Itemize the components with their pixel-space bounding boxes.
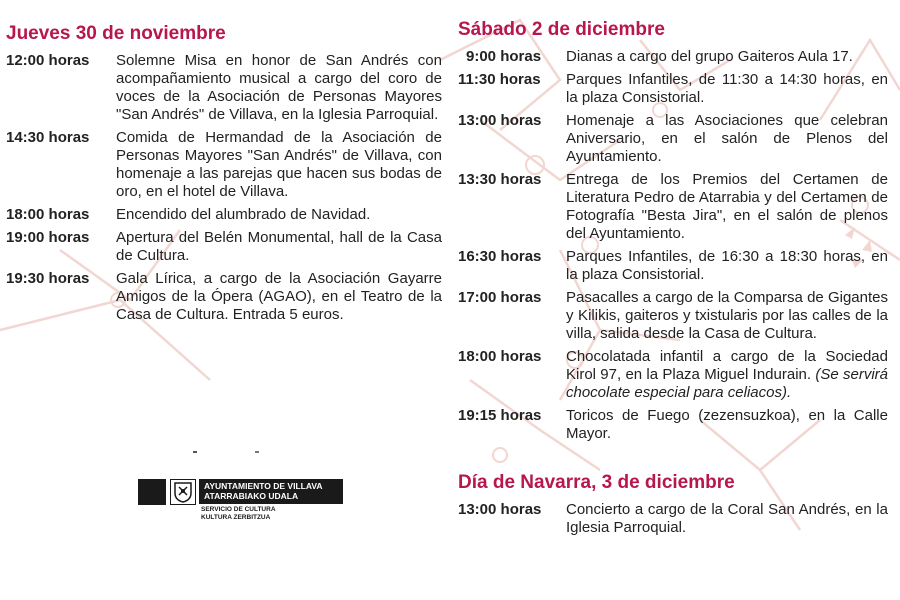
event-time: 16:30 horas bbox=[458, 248, 542, 265]
logo-title-bar bbox=[199, 479, 343, 504]
event-time: 14:30 horas bbox=[6, 129, 90, 146]
event-time: 9:00 horas bbox=[466, 48, 542, 65]
event-description bbox=[566, 112, 888, 166]
event-row bbox=[458, 407, 888, 443]
event-time: 18:00 horas bbox=[6, 206, 90, 223]
event-text: Gala Lírica, a cargo de la Asociación Gayarre Amigos de la Ópera (AGAO), en el Teatro de la Casa de Cultura. Entrada 5 euros. bbox=[116, 270, 442, 323]
event-row bbox=[6, 229, 442, 265]
event-description bbox=[566, 289, 888, 343]
mark-dot bbox=[255, 451, 259, 453]
event-text: Apertura del Belén Monumental, hall de la Casa de Cultura. bbox=[116, 229, 442, 264]
day-heading-sabado: Sábado 2 de diciembre bbox=[458, 19, 665, 40]
event-text: Parques Infantiles, de 11:30 a 14:30 horas, en la plaza Consistorial. bbox=[566, 71, 888, 106]
event-row bbox=[458, 71, 888, 107]
event-text: Homenaje a las Asociaciones que celebran Aniversario, en el salón de Plenos del Ayuntamiento. bbox=[566, 112, 888, 165]
event-description bbox=[566, 501, 888, 537]
event-text: Chocolatada infantil a cargo de la Sociedad Kirol 97, en la Plaza Miguel Indurain. bbox=[566, 348, 888, 383]
logo-text bbox=[199, 479, 343, 521]
mark-dot bbox=[193, 451, 197, 453]
event-time: 19:00 horas bbox=[6, 229, 90, 246]
logo-line-2: ATARRABIAKO UDALA bbox=[204, 490, 299, 501]
event-text: Comida de Hermandad de la Asociación de Personas Mayores "San Andrés" de Villava, con homenaje a las parejas que hacen sus bodas de oro, en el hotel de Villava. bbox=[116, 129, 442, 200]
event-time: 18:00 horas bbox=[458, 348, 542, 365]
left-column bbox=[6, 22, 442, 329]
ayuntamiento-logo bbox=[138, 479, 343, 521]
event-text: Pasacalles a cargo de la Comparsa de Gigantes y Kilikis, gaiteros y txistularis por las calles de la villa, salida desde la Casa de Cultura. bbox=[566, 289, 888, 342]
day-heading-navarra: Día de Navarra, 3 de diciembre bbox=[458, 472, 735, 493]
event-row bbox=[458, 112, 888, 166]
event-description bbox=[116, 206, 442, 224]
event-time: 19:15 horas bbox=[458, 407, 542, 424]
event-text: Solemne Misa en honor de San Andrés con acompañamiento musical a cargo del coro de voces de la Asociación de Personas Mayores "San Andrés" de Villava, en la Iglesia Parroquial. bbox=[116, 52, 442, 123]
event-time: 12:00 horas bbox=[6, 52, 90, 69]
event-row bbox=[458, 289, 888, 343]
event-description bbox=[116, 52, 442, 124]
event-row bbox=[458, 348, 888, 402]
event-list bbox=[458, 48, 888, 443]
logo-subtitle bbox=[199, 506, 343, 521]
event-time: 19:30 horas bbox=[6, 270, 90, 287]
event-time: 13:30 horas bbox=[458, 171, 542, 188]
event-time: 13:00 horas bbox=[458, 112, 542, 129]
event-row bbox=[458, 501, 888, 537]
event-description bbox=[116, 270, 442, 324]
logo-line-1: AYUNTAMIENTO DE VILLAVA bbox=[204, 481, 323, 491]
event-row bbox=[6, 270, 442, 324]
event-description bbox=[566, 171, 888, 243]
navarra-section bbox=[458, 471, 888, 537]
day-heading-jueves: Jueves 30 de noviembre bbox=[6, 23, 226, 44]
event-note: (Se servirá chocolate especial para celiacos). bbox=[566, 366, 888, 401]
event-description bbox=[566, 48, 888, 66]
event-description bbox=[566, 407, 888, 443]
event-description bbox=[566, 348, 888, 402]
event-list bbox=[458, 501, 888, 537]
event-text: Concierto a cargo de la Coral San Andrés, en la Iglesia Parroquial. bbox=[566, 501, 888, 536]
event-row bbox=[6, 206, 442, 224]
event-row bbox=[458, 48, 888, 66]
event-row bbox=[458, 248, 888, 284]
event-time: 11:30 horas bbox=[458, 71, 541, 88]
event-text: Entrega de los Premios del Certamen de Literatura Pedro de Atarrabia y del Certamen de Fotografía "Besta Jira", en el salón de plenos del Ayuntamiento. bbox=[566, 171, 888, 242]
logo-dark-block bbox=[138, 479, 166, 505]
coat-of-arms-icon bbox=[170, 479, 196, 505]
event-time: 17:00 horas bbox=[458, 289, 542, 306]
event-text: Parques Infantiles, de 16:30 a 18:30 horas, en la plaza Consistorial. bbox=[566, 248, 888, 283]
event-list bbox=[6, 52, 442, 324]
event-text: Toricos de Fuego (zezensuzkoa), en la Calle Mayor. bbox=[566, 407, 888, 442]
logo-sub-2: KULTURA ZERBITZUA bbox=[201, 513, 271, 521]
event-time: 13:00 horas bbox=[458, 501, 542, 518]
event-row bbox=[6, 129, 442, 201]
event-description bbox=[116, 229, 442, 265]
event-row bbox=[458, 171, 888, 243]
event-description bbox=[566, 71, 888, 107]
event-description bbox=[116, 129, 442, 201]
right-column bbox=[458, 18, 888, 542]
event-description bbox=[566, 248, 888, 284]
event-row bbox=[6, 52, 442, 124]
logo-sub-1: SERVICIO DE CULTURA bbox=[201, 506, 276, 513]
event-text: Dianas a cargo del grupo Gaiteros Aula 17. bbox=[566, 48, 853, 65]
event-text: Encendido del alumbrado de Navidad. bbox=[116, 206, 371, 223]
